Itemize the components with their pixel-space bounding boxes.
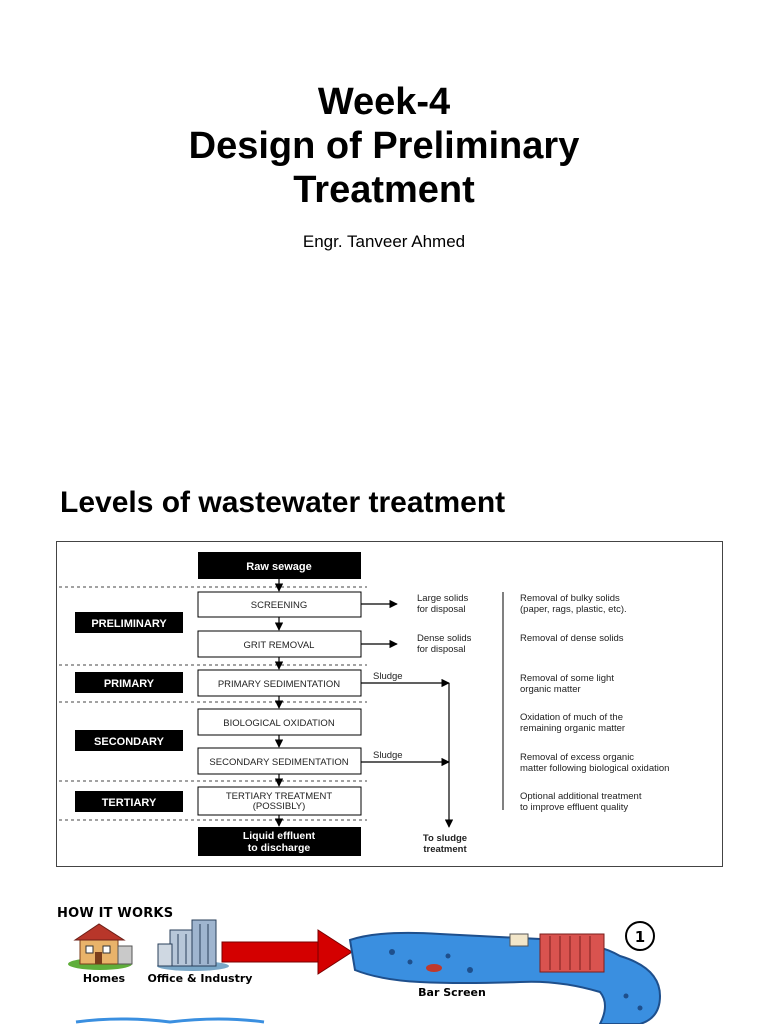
sludge-destination-2: treatment [423,844,467,855]
sludge-destination: To sludge [422,833,468,844]
desc-screening-2: (paper, rags, plastic, etc). [520,604,627,615]
title-line-3: Treatment [293,169,475,211]
sludge-label-2: Sludge [373,750,403,761]
step-grit-removal: GRIT REMOVAL [243,640,315,651]
desc-primary: Removal of some light [520,673,614,684]
section-heading: Levels of wastewater treatment [60,486,506,519]
step-biological-oxidation: BIOLOGICAL OXIDATION [223,718,335,729]
step-secondary-sedimentation: SECONDARY SEDIMENTATION [209,757,349,768]
liquid-effluent-box [198,827,361,856]
homes-icon [68,924,132,970]
treatment-levels-diagram [56,541,723,867]
title-line-2: Design of Preliminary [188,125,580,167]
output-dense-solids-2: for disposal [417,644,466,655]
homes-label: Homes [82,972,126,985]
level-label-secondary [75,730,183,751]
office-industry-label: Office & Industry [147,972,253,985]
level-label-tertiary [75,791,183,812]
sludge-label-1: Sludge [373,671,403,682]
step-screening: SCREENING [250,600,308,611]
slide-title [0,80,768,212]
desc-secondary-2: matter following biological oxidation [520,763,670,774]
svg-text:TERTIARY: TERTIARY [101,797,157,809]
bar-screen-label: Bar Screen [418,986,486,999]
bottom-water-line [76,1019,264,1022]
desc-grit: Removal of dense solids [520,633,624,644]
how-it-works-title: HOW IT WORKS [57,906,174,921]
desc-screening: Removal of bulky solids [520,593,620,604]
desc-biological-2: remaining organic matter [520,723,626,734]
desc-tertiary: Optional additional treatment [520,791,642,802]
step-number-badge [626,922,654,950]
svg-text:Liquid effluent: Liquid effluent [242,830,316,842]
svg-text:PRELIMINARY: PRELIMINARY [91,618,167,630]
channel-water [350,933,660,1024]
slide-author: Engr. Tanveer Ahmed [302,232,466,251]
step-tertiary-possibly: (POSSIBLY) [252,801,306,812]
flow-arrow-icon [222,930,352,974]
output-large-solids-2: for disposal [417,604,466,615]
desc-tertiary-2: to improve effluent quality [520,802,629,813]
how-it-works-illustration [0,900,768,1024]
bar-screen-icon [540,934,604,972]
desc-primary-2: organic matter [520,684,581,695]
step-primary-sedimentation: PRIMARY SEDIMENTATION [217,679,341,690]
desc-secondary: Removal of excess organic [520,752,635,763]
output-dense-solids: Dense solids [417,633,472,644]
svg-text:Raw sewage: Raw sewage [246,561,312,573]
raw-sewage-box [198,552,361,579]
title-line-1: Week-4 [317,81,451,123]
svg-text:to discharge: to discharge [247,842,311,854]
level-label-preliminary [75,612,183,633]
level-label-primary [75,672,183,693]
step-tertiary-treatment: TERTIARY TREATMENT [225,791,333,802]
office-industry-icon [157,920,229,971]
desc-biological: Oxidation of much of the [520,712,623,723]
svg-text:1: 1 [634,928,646,946]
svg-text:PRIMARY: PRIMARY [103,678,155,690]
output-large-solids: Large solids [417,593,469,604]
svg-text:SECONDARY: SECONDARY [94,736,164,748]
